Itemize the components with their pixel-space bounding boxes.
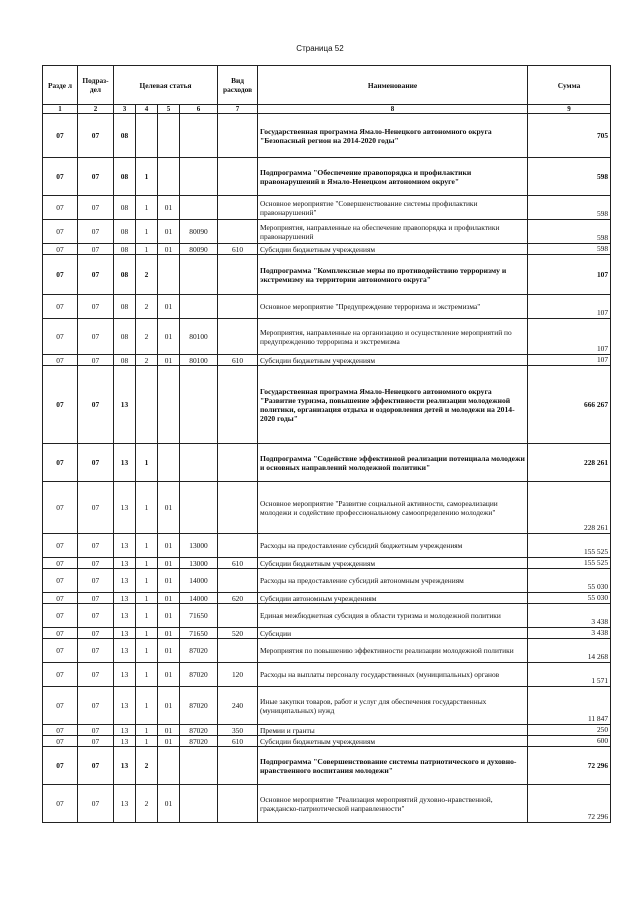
podrazdel-cell: 07 xyxy=(78,747,114,785)
razdel-cell: 07 xyxy=(43,220,78,244)
program-code-cell: 13 xyxy=(114,663,136,687)
direction-code-cell: 80090 xyxy=(180,220,218,244)
podrazdel-cell: 07 xyxy=(78,785,114,823)
name-cell: Государственная программа Ямало-Ненецкого автономного округа "Развитие туризма, повышение эффективности реализации молодежной политики, организация отдыха и оздоровления детей и молодежи на 2014-2020 годы" xyxy=(258,366,528,444)
sum-cell: 55 030 xyxy=(528,569,611,593)
subprogram-code-cell: 1 xyxy=(136,244,158,255)
subprogram-code-cell xyxy=(136,114,158,158)
table-row xyxy=(43,736,611,747)
podrazdel-cell: 07 xyxy=(78,355,114,366)
activity-code-cell: 01 xyxy=(158,639,180,663)
header-naimenovanie: Наименование xyxy=(258,66,528,105)
razdel-cell: 07 xyxy=(43,158,78,196)
razdel-cell: 07 xyxy=(43,628,78,639)
table-row xyxy=(43,785,611,823)
podrazdel-cell: 07 xyxy=(78,639,114,663)
razdel-cell: 07 xyxy=(43,687,78,725)
activity-code-cell xyxy=(158,747,180,785)
activity-code-cell: 01 xyxy=(158,569,180,593)
program-code-cell: 13 xyxy=(114,444,136,482)
podrazdel-cell: 07 xyxy=(78,628,114,639)
expense-type-cell: 350 xyxy=(218,725,258,736)
subprogram-code-cell: 1 xyxy=(136,558,158,569)
sum-cell: 155 525 xyxy=(528,534,611,558)
name-cell: Основное мероприятие "Предупреждение терроризма и экстремизма" xyxy=(258,295,528,319)
razdel-cell: 07 xyxy=(43,639,78,663)
name-cell: Субсидии xyxy=(258,628,528,639)
direction-code-cell: 87020 xyxy=(180,736,218,747)
name-cell: Мероприятия по повышению эффективности реализации молодежной политики xyxy=(258,639,528,663)
name-cell: Основное мероприятие "Развитие социальной активности, самореализации молодежи и содействие профессиональному самоопределению молодежи" xyxy=(258,482,528,534)
razdel-cell: 07 xyxy=(43,593,78,604)
program-code-cell: 13 xyxy=(114,558,136,569)
activity-code-cell: 01 xyxy=(158,355,180,366)
header-razdel: Разде л xyxy=(43,66,78,105)
program-code-cell: 13 xyxy=(114,747,136,785)
name-cell: Основное мероприятие "Совершенствование системы профилактики правонарушений" xyxy=(258,196,528,220)
expense-type-cell xyxy=(218,639,258,663)
name-cell: Субсидии бюджетным учреждениям xyxy=(258,244,528,255)
program-code-cell: 08 xyxy=(114,196,136,220)
podrazdel-cell: 07 xyxy=(78,114,114,158)
direction-code-cell xyxy=(180,295,218,319)
name-cell: Подпрограмма "Комплексные меры по противодействию терроризму и экстремизму на территории автономного округа" xyxy=(258,255,528,295)
subprogram-code-cell: 1 xyxy=(136,534,158,558)
razdel-cell: 07 xyxy=(43,366,78,444)
subprogram-code-cell: 2 xyxy=(136,747,158,785)
name-cell: Подпрограмма "Обеспечение правопорядка и профилактики правонарушений в Ямало-Ненецком автономном округе" xyxy=(258,158,528,196)
expense-type-cell xyxy=(218,319,258,355)
subprogram-code-cell: 1 xyxy=(136,725,158,736)
table-row xyxy=(43,355,611,366)
direction-code-cell xyxy=(180,482,218,534)
name-cell: Мероприятия, направленные на обеспечение правопорядка и профилактики правонарушений xyxy=(258,220,528,244)
program-code-cell: 13 xyxy=(114,785,136,823)
direction-code-cell: 87020 xyxy=(180,639,218,663)
direction-code-cell xyxy=(180,785,218,823)
program-code-cell: 13 xyxy=(114,593,136,604)
program-code-cell: 13 xyxy=(114,736,136,747)
podrazdel-cell: 07 xyxy=(78,482,114,534)
expense-type-cell: 620 xyxy=(218,593,258,604)
subprogram-code-cell: 1 xyxy=(136,220,158,244)
expense-type-cell xyxy=(218,158,258,196)
razdel-cell: 07 xyxy=(43,558,78,569)
razdel-cell: 07 xyxy=(43,604,78,628)
program-code-cell: 13 xyxy=(114,725,136,736)
activity-code-cell xyxy=(158,444,180,482)
direction-code-cell: 80090 xyxy=(180,244,218,255)
expense-type-cell: 240 xyxy=(218,687,258,725)
razdel-cell: 07 xyxy=(43,534,78,558)
activity-code-cell: 01 xyxy=(158,725,180,736)
program-code-cell: 13 xyxy=(114,366,136,444)
table-row xyxy=(43,663,611,687)
subprogram-code-cell: 2 xyxy=(136,295,158,319)
table-row xyxy=(43,220,611,244)
sum-cell: 666 267 xyxy=(528,366,611,444)
program-code-cell: 13 xyxy=(114,687,136,725)
table-row xyxy=(43,558,611,569)
sum-cell: 107 xyxy=(528,255,611,295)
direction-code-cell: 87020 xyxy=(180,687,218,725)
header-vid-rashodov: Вид расходов xyxy=(218,66,258,105)
expense-type-cell xyxy=(218,482,258,534)
sum-cell: 3 438 xyxy=(528,604,611,628)
expense-type-cell: 610 xyxy=(218,244,258,255)
expense-type-cell xyxy=(218,747,258,785)
expense-type-cell xyxy=(218,604,258,628)
sum-cell: 55 030 xyxy=(528,593,611,604)
sum-cell: 14 268 xyxy=(528,639,611,663)
col-number: 7 xyxy=(218,105,258,114)
activity-code-cell: 01 xyxy=(158,319,180,355)
sum-cell: 3 438 xyxy=(528,628,611,639)
direction-code-cell xyxy=(180,158,218,196)
sum-cell: 107 xyxy=(528,355,611,366)
direction-code-cell: 87020 xyxy=(180,663,218,687)
podrazdel-cell: 07 xyxy=(78,255,114,295)
podrazdel-cell: 07 xyxy=(78,319,114,355)
col-number: 3 xyxy=(114,105,136,114)
table-row xyxy=(43,444,611,482)
expense-type-cell xyxy=(218,569,258,593)
sum-cell: 600 xyxy=(528,736,611,747)
activity-code-cell: 01 xyxy=(158,785,180,823)
table-row xyxy=(43,569,611,593)
expense-type-cell xyxy=(218,220,258,244)
activity-code-cell: 01 xyxy=(158,558,180,569)
subprogram-code-cell: 2 xyxy=(136,319,158,355)
activity-code-cell xyxy=(158,114,180,158)
name-cell: Премии и гранты xyxy=(258,725,528,736)
name-cell: Мероприятия, направленные на организацию и осуществление мероприятий по предупреждению терроризма и экстремизма xyxy=(258,319,528,355)
program-code-cell: 08 xyxy=(114,355,136,366)
activity-code-cell: 01 xyxy=(158,534,180,558)
subprogram-code-cell xyxy=(136,366,158,444)
direction-code-cell xyxy=(180,366,218,444)
table-row xyxy=(43,482,611,534)
expense-type-cell xyxy=(218,114,258,158)
table-row xyxy=(43,593,611,604)
table-header-row xyxy=(43,66,611,105)
sum-cell: 72 296 xyxy=(528,747,611,785)
razdel-cell: 07 xyxy=(43,196,78,220)
table-row xyxy=(43,295,611,319)
direction-code-cell xyxy=(180,444,218,482)
header-podrazdel: Подраз-дел xyxy=(78,66,114,105)
program-code-cell: 08 xyxy=(114,295,136,319)
activity-code-cell xyxy=(158,158,180,196)
table-row xyxy=(43,366,611,444)
activity-code-cell: 01 xyxy=(158,736,180,747)
expense-type-cell xyxy=(218,196,258,220)
table-row xyxy=(43,687,611,725)
expense-type-cell: 610 xyxy=(218,736,258,747)
subprogram-code-cell: 2 xyxy=(136,255,158,295)
table-row xyxy=(43,319,611,355)
sum-cell: 228 261 xyxy=(528,482,611,534)
subprogram-code-cell: 1 xyxy=(136,196,158,220)
podrazdel-cell: 07 xyxy=(78,593,114,604)
sum-cell: 598 xyxy=(528,158,611,196)
podrazdel-cell: 07 xyxy=(78,444,114,482)
podrazdel-cell: 07 xyxy=(78,295,114,319)
col-number: 4 xyxy=(136,105,158,114)
table-row xyxy=(43,114,611,158)
razdel-cell: 07 xyxy=(43,295,78,319)
program-code-cell: 13 xyxy=(114,639,136,663)
program-code-cell: 13 xyxy=(114,569,136,593)
name-cell: Государственная программа Ямало-Ненецкого автономного округа "Безопасный регион на 2014-2020 годы" xyxy=(258,114,528,158)
activity-code-cell: 01 xyxy=(158,687,180,725)
col-number: 9 xyxy=(528,105,611,114)
expense-type-cell xyxy=(218,444,258,482)
name-cell: Субсидии бюджетным учреждениям xyxy=(258,736,528,747)
expense-type-cell xyxy=(218,366,258,444)
table-row xyxy=(43,255,611,295)
program-code-cell: 13 xyxy=(114,482,136,534)
expense-type-cell xyxy=(218,255,258,295)
subprogram-code-cell: 2 xyxy=(136,785,158,823)
podrazdel-cell: 07 xyxy=(78,158,114,196)
direction-code-cell xyxy=(180,114,218,158)
sum-cell: 228 261 xyxy=(528,444,611,482)
razdel-cell: 07 xyxy=(43,255,78,295)
expense-type-cell: 120 xyxy=(218,663,258,687)
direction-code-cell: 13000 xyxy=(180,558,218,569)
expense-type-cell: 610 xyxy=(218,558,258,569)
col-number: 5 xyxy=(158,105,180,114)
razdel-cell: 07 xyxy=(43,444,78,482)
expense-type-cell xyxy=(218,785,258,823)
column-number-row xyxy=(43,105,611,114)
subprogram-code-cell: 1 xyxy=(136,736,158,747)
razdel-cell: 07 xyxy=(43,663,78,687)
subprogram-code-cell: 1 xyxy=(136,158,158,196)
activity-code-cell: 01 xyxy=(158,604,180,628)
podrazdel-cell: 07 xyxy=(78,687,114,725)
sum-cell: 250 xyxy=(528,725,611,736)
subprogram-code-cell: 1 xyxy=(136,569,158,593)
activity-code-cell: 01 xyxy=(158,220,180,244)
direction-code-cell xyxy=(180,255,218,295)
subprogram-code-cell: 1 xyxy=(136,639,158,663)
program-code-cell: 13 xyxy=(114,534,136,558)
razdel-cell: 07 xyxy=(43,319,78,355)
activity-code-cell: 01 xyxy=(158,244,180,255)
podrazdel-cell: 07 xyxy=(78,725,114,736)
name-cell: Расходы на предоставление субсидий бюджетным учреждениям xyxy=(258,534,528,558)
razdel-cell: 07 xyxy=(43,355,78,366)
sum-cell: 598 xyxy=(528,196,611,220)
activity-code-cell: 01 xyxy=(158,628,180,639)
name-cell: Субсидии бюджетным учреждениям xyxy=(258,558,528,569)
subprogram-code-cell: 1 xyxy=(136,444,158,482)
sum-cell: 107 xyxy=(528,319,611,355)
program-code-cell: 08 xyxy=(114,319,136,355)
name-cell: Субсидии автономным учреждениям xyxy=(258,593,528,604)
direction-code-cell xyxy=(180,747,218,785)
direction-code-cell: 13000 xyxy=(180,534,218,558)
direction-code-cell: 14000 xyxy=(180,593,218,604)
subprogram-code-cell: 1 xyxy=(136,687,158,725)
podrazdel-cell: 07 xyxy=(78,604,114,628)
subprogram-code-cell: 1 xyxy=(136,482,158,534)
program-code-cell: 08 xyxy=(114,244,136,255)
razdel-cell: 07 xyxy=(43,736,78,747)
table-row xyxy=(43,534,611,558)
sum-cell: 107 xyxy=(528,295,611,319)
table-row xyxy=(43,639,611,663)
razdel-cell: 07 xyxy=(43,725,78,736)
subprogram-code-cell: 2 xyxy=(136,355,158,366)
direction-code-cell: 87020 xyxy=(180,725,218,736)
podrazdel-cell: 07 xyxy=(78,534,114,558)
name-cell: Расходы на выплаты персоналу государственных (муниципальных) органов xyxy=(258,663,528,687)
podrazdel-cell: 07 xyxy=(78,558,114,569)
direction-code-cell xyxy=(180,196,218,220)
direction-code-cell: 80100 xyxy=(180,355,218,366)
program-code-cell: 08 xyxy=(114,255,136,295)
header-summa: Сумма xyxy=(528,66,611,105)
expense-type-cell: 610 xyxy=(218,355,258,366)
sum-cell: 72 296 xyxy=(528,785,611,823)
program-code-cell: 08 xyxy=(114,114,136,158)
subprogram-code-cell: 1 xyxy=(136,663,158,687)
activity-code-cell: 01 xyxy=(158,295,180,319)
sum-cell: 1 571 xyxy=(528,663,611,687)
direction-code-cell: 14000 xyxy=(180,569,218,593)
sum-cell: 11 847 xyxy=(528,687,611,725)
podrazdel-cell: 07 xyxy=(78,196,114,220)
table-row xyxy=(43,725,611,736)
table-row xyxy=(43,747,611,785)
table-body xyxy=(43,114,611,823)
program-code-cell: 13 xyxy=(114,604,136,628)
direction-code-cell: 80100 xyxy=(180,319,218,355)
direction-code-cell: 71650 xyxy=(180,604,218,628)
col-number: 1 xyxy=(43,105,78,114)
header-celevaya-statya: Целевая статья xyxy=(114,66,218,105)
expense-type-cell: 520 xyxy=(218,628,258,639)
table-row xyxy=(43,196,611,220)
podrazdel-cell: 07 xyxy=(78,569,114,593)
activity-code-cell xyxy=(158,255,180,295)
activity-code-cell: 01 xyxy=(158,196,180,220)
program-code-cell: 08 xyxy=(114,220,136,244)
activity-code-cell: 01 xyxy=(158,593,180,604)
program-code-cell: 08 xyxy=(114,158,136,196)
table-row xyxy=(43,158,611,196)
podrazdel-cell: 07 xyxy=(78,663,114,687)
sum-cell: 598 xyxy=(528,220,611,244)
table-row xyxy=(43,244,611,255)
col-number: 8 xyxy=(258,105,528,114)
podrazdel-cell: 07 xyxy=(78,366,114,444)
razdel-cell: 07 xyxy=(43,785,78,823)
table-row xyxy=(43,628,611,639)
name-cell: Расходы на предоставление субсидий автономным учреждениям xyxy=(258,569,528,593)
program-code-cell: 13 xyxy=(114,628,136,639)
sum-cell: 705 xyxy=(528,114,611,158)
razdel-cell: 07 xyxy=(43,569,78,593)
name-cell: Единая межбюджетная субсидия в области туризма и молодежной политики xyxy=(258,604,528,628)
name-cell: Субсидии бюджетным учреждениям xyxy=(258,355,528,366)
name-cell: Подпрограмма "Совершенствование системы патриотического и духовно-нравственного воспитания молодежи" xyxy=(258,747,528,785)
razdel-cell: 07 xyxy=(43,482,78,534)
direction-code-cell: 71650 xyxy=(180,628,218,639)
expense-type-cell xyxy=(218,295,258,319)
page-number-label: Страница 52 xyxy=(296,44,344,53)
subprogram-code-cell: 1 xyxy=(136,628,158,639)
razdel-cell: 07 xyxy=(43,747,78,785)
sum-cell: 155 525 xyxy=(528,558,611,569)
activity-code-cell xyxy=(158,366,180,444)
subprogram-code-cell: 1 xyxy=(136,593,158,604)
col-number: 2 xyxy=(78,105,114,114)
podrazdel-cell: 07 xyxy=(78,220,114,244)
activity-code-cell: 01 xyxy=(158,663,180,687)
col-number: 6 xyxy=(180,105,218,114)
subprogram-code-cell: 1 xyxy=(136,604,158,628)
razdel-cell: 07 xyxy=(43,244,78,255)
activity-code-cell: 01 xyxy=(158,482,180,534)
podrazdel-cell: 07 xyxy=(78,736,114,747)
podrazdel-cell: 07 xyxy=(78,244,114,255)
table-row xyxy=(43,604,611,628)
budget-table xyxy=(42,65,611,823)
name-cell: Подпрограмма "Содействие эффективной реализации потенциала молодежи и основных направлений молодежной политики" xyxy=(258,444,528,482)
name-cell: Иные закупки товаров, работ и услуг для обеспечения государственных (муниципальных) нужд xyxy=(258,687,528,725)
razdel-cell: 07 xyxy=(43,114,78,158)
sum-cell: 598 xyxy=(528,244,611,255)
expense-type-cell xyxy=(218,534,258,558)
name-cell: Основное мероприятие "Реализация мероприятий духовно-нравственной, гражданско-патриотической направленности" xyxy=(258,785,528,823)
